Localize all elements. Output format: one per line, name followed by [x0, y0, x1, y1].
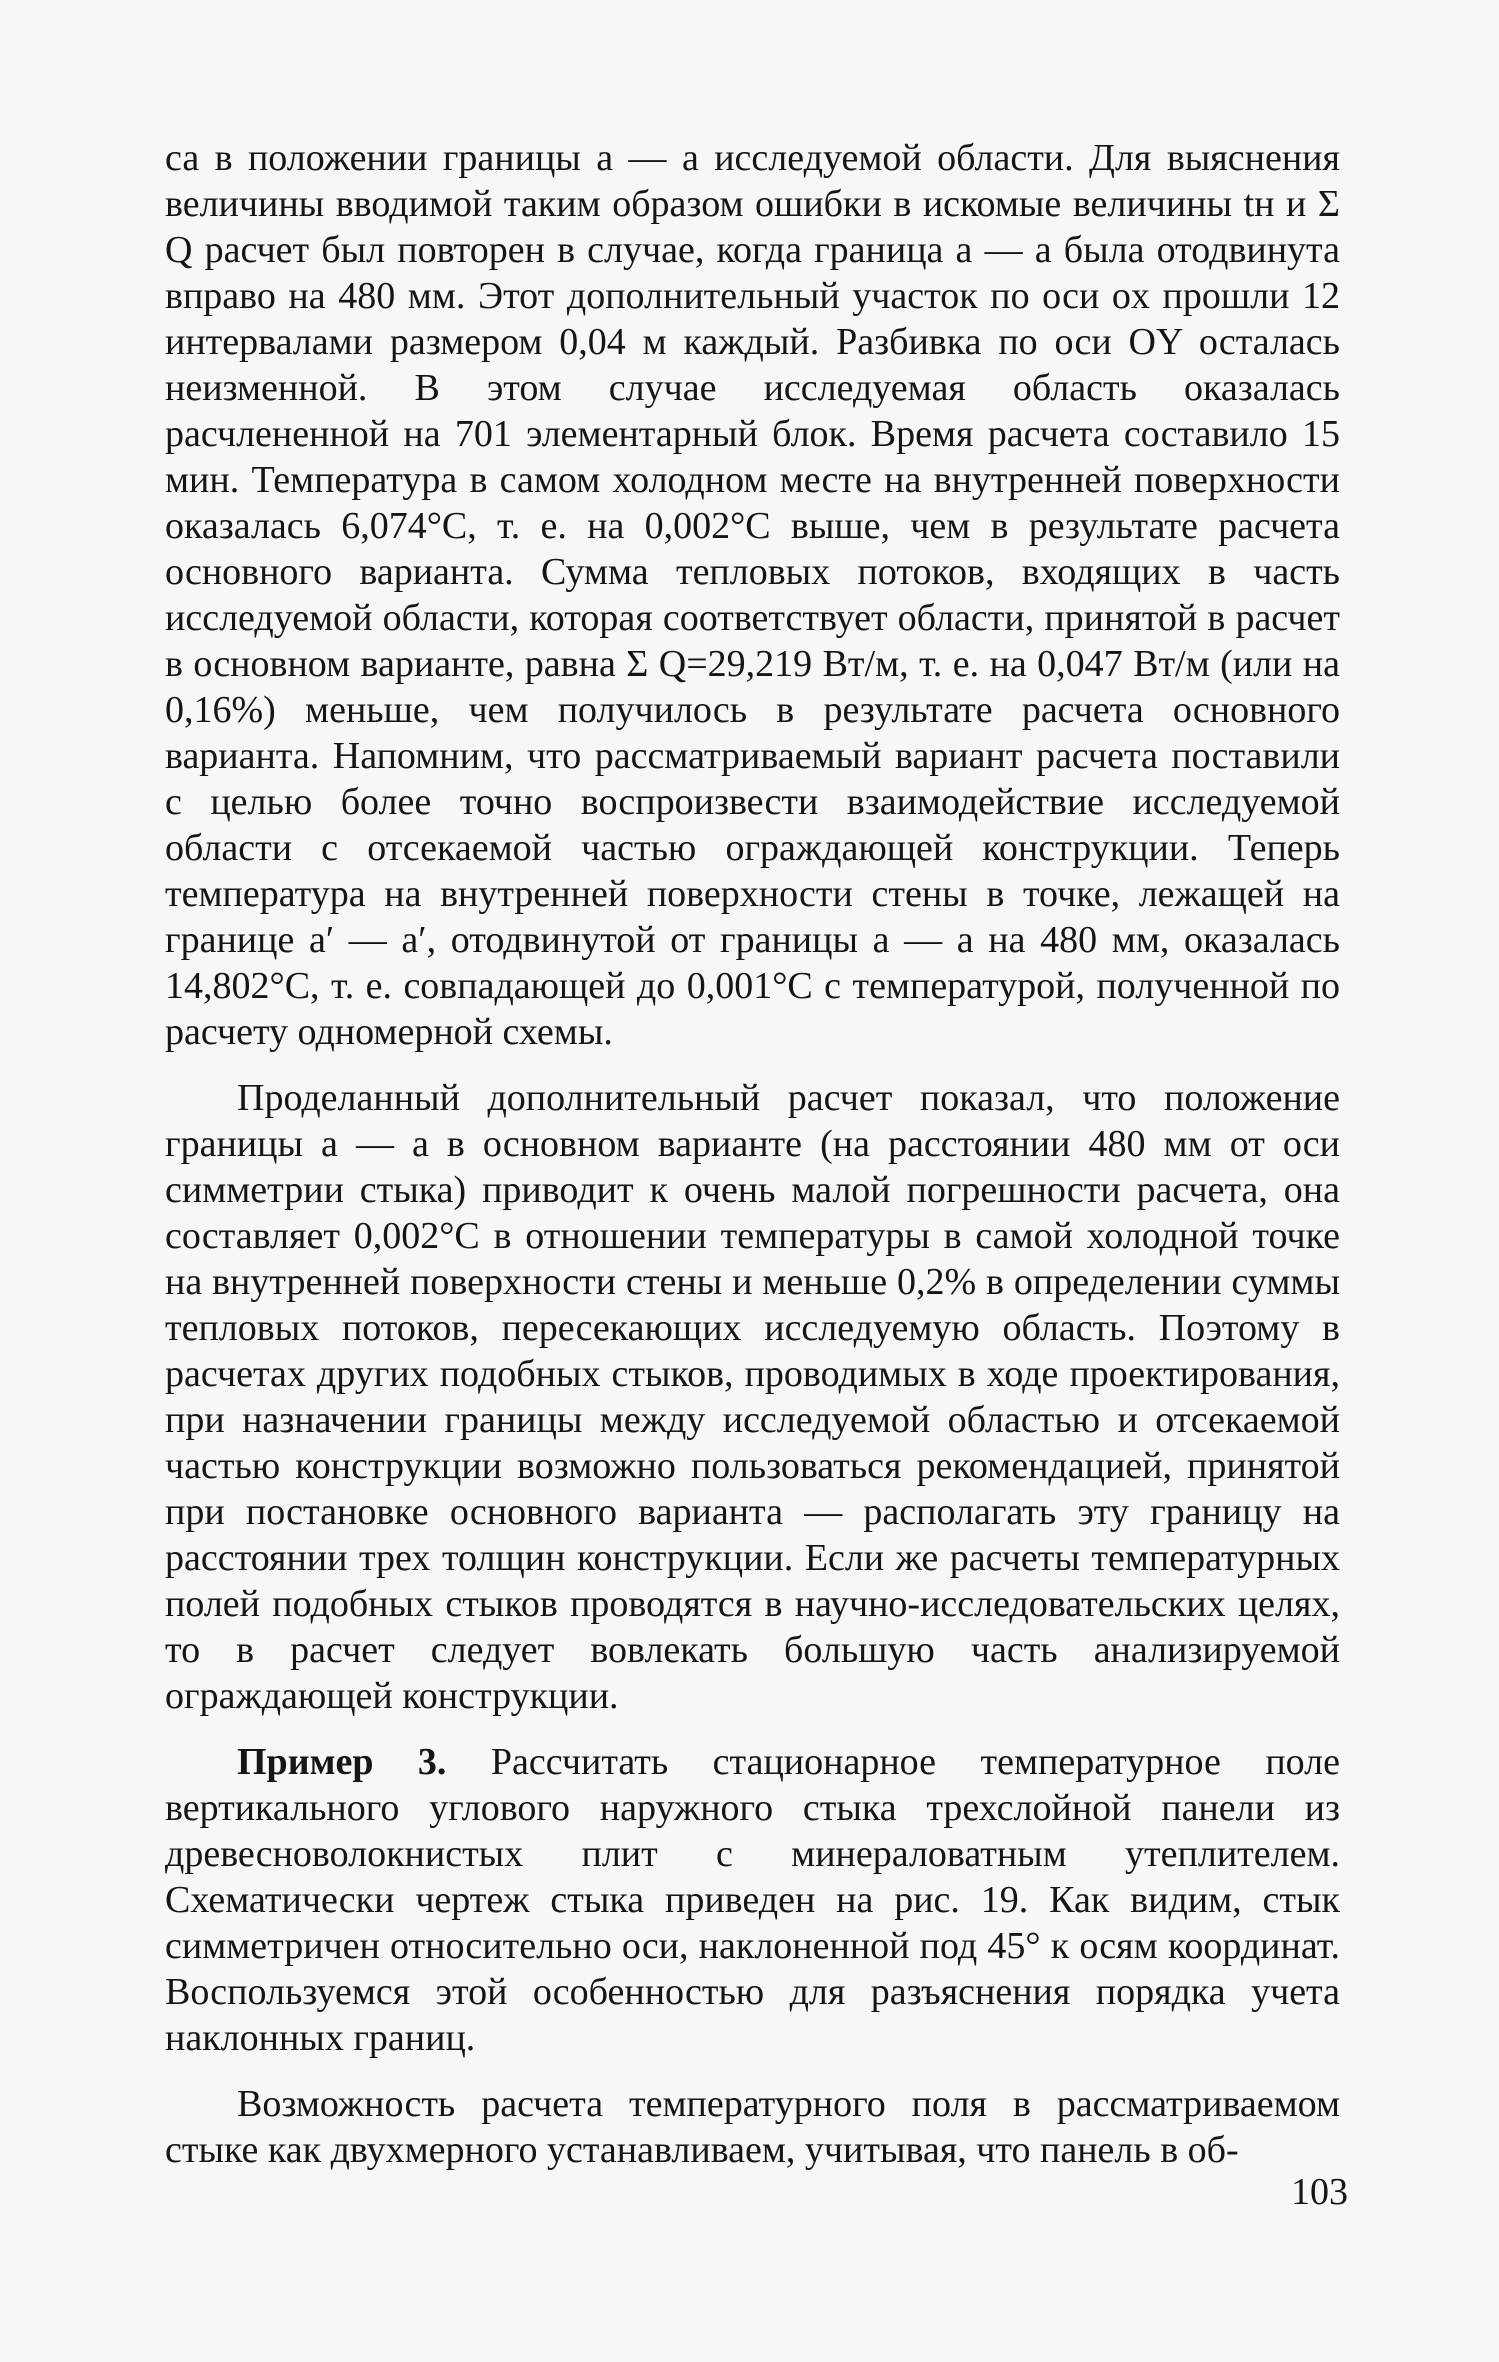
- paragraph-2: Проделанный дополнительный расчет показал, что положение границы a — a в основном варианте (на расстоянии 480 мм от оси симметрии стыка) приводит к очень малой погрешности расчета, она составляет 0,002°С в отношении температуры в самой холодной точке на внутренней поверхности стены и меньше 0,2% в определении суммы тепловых потоков, пересекающих исследуемую область. Поэтому в расчетах других подобных стыков, проводимых в ходе проектирования, при назначении границы между исследуемой областью и отсекаемой частью конструкции возможно пользоваться рекомендацией, принятой при постановке основного варианта — располагать эту границу на расстоянии трех толщин конструкции. Если же расчеты температурных полей подобных стыков проводятся в научно-исследовательских целях, то в расчет следует вовлекать большую часть анализируемой ограждающей конструкции.: [165, 1077, 1340, 1717]
- paragraph-1: са в положении границы a — a исследуемой области. Для выяснения величины вводимой таким образом ошибки в искомые величины tн и Σ Q расчет был повторен в случае, когда граница a — a была отодвинута вправо на 480 мм. Этот дополнительный участок по оси ox прошли 12 интервалами размером 0,04 м каждый. Разбивка по оси OY осталась неизменной. В этом случае исследуемая область оказалась расчлененной на 701 элементарный блок. Время расчета составило 15 мин. Температура в самом холодном месте на внутренней поверхности оказалась 6,074°С, т. е. на 0,002°С выше, чем в результате расчета основного варианта. Сумма тепловых потоков, входящих в часть исследуемой области, которая соответствует области, принятой в расчет в основном варианте, равна Σ Q=29,219 Вт/м, т. е. на 0,047 Вт/м (или на 0,16%) меньше, чем получилось в результате расчета основного варианта. Напомним, что рассматриваемый вариант расчета поставили с целью более точно воспроизвести взаимодействие исследуемой области с отсекаемой частью ограждающей конструкции. Теперь температура на внутренней поверхности стены в точке, лежащей на границе a′ — a′, отодвинутой от границы a — a на 480 мм, оказалась 14,802°С, т. е. совпадающей до 0,001°С с температурой, полученной по расчету одномерной схемы.: [165, 137, 1340, 1053]
- page-number: 103: [1291, 2171, 1348, 2213]
- paragraph-example-3: [165, 1739, 1340, 2061]
- paragraph-last: Возможность расчета температурного поля в рассматриваемом стыке как двухмерного устанавливаем, учитывая, что панель в об-: [165, 2083, 1340, 2171]
- example-label: Пример 3.: [237, 1741, 447, 1783]
- example-text: Рассчитать стационарное температурное поле вертикального углового наружного стыка трехслойной панели из древесноволокнистых плит с минераловатным утеплителем. Схематически чертеж стыка приведен на рис. 19. Как видим, стык симметричен относительно оси, наклоненной под 45° к осям координат. Воспользуемся этой особенностью для разъяснения порядка учета наклонных границ.: [165, 1741, 1340, 2059]
- page-body: [165, 135, 1340, 2193]
